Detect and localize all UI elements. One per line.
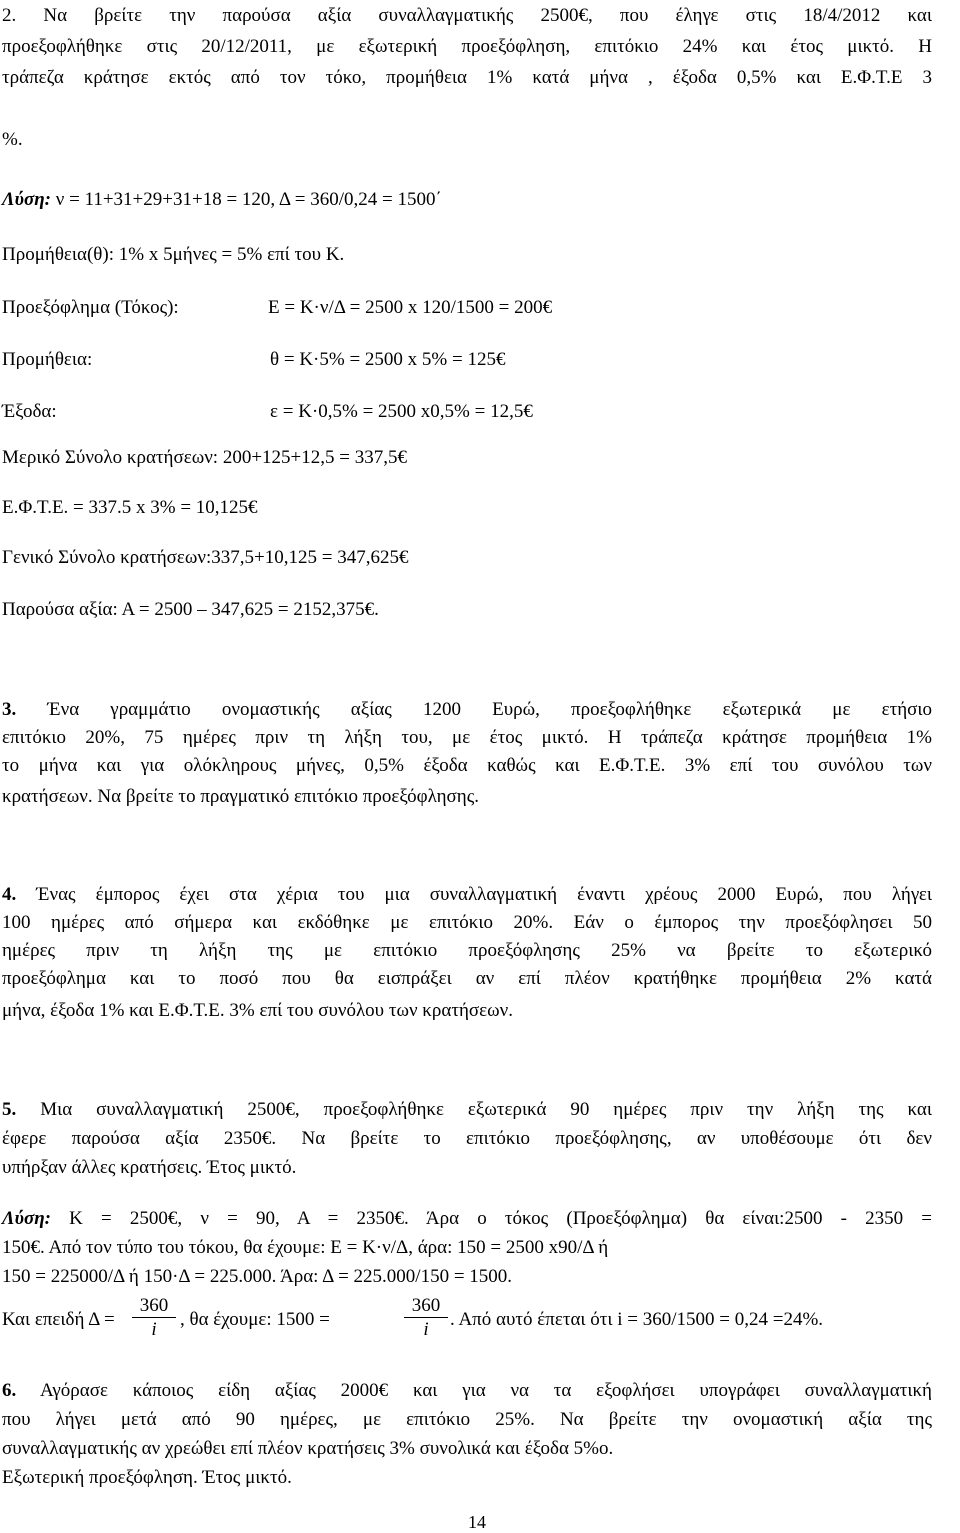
problem-3-statement bbox=[2, 700, 932, 776]
problem-3-line-2: επιτόκιο 20%, 75 ημέρες πριν τη λήξη του, με έτος μικτό. Η τράπεζα κράτησε προμήθεια 1% bbox=[2, 727, 932, 748]
problem-5-line-2: έφερε παρούσα αξία 2350€. Να βρείτε το επιτόκιο προεξόφλησης, αν υποθέσουμε ότι δεν bbox=[2, 1128, 932, 1149]
problem-5-solution-line-3: 150 = 225000/Δ ή 150·Δ = 225.000. Άρα: Δ = 225.000/150 = 1500. bbox=[2, 1266, 513, 1287]
problem-6-statement bbox=[2, 1381, 932, 1430]
calc-row-formula: ε = Κ·0,5% = 2500 x0,5% = 12,5€ bbox=[270, 401, 533, 422]
partial-total: Μερικό Σύνολο κρατήσεων: 200+125+12,5 = 337,5€ bbox=[2, 447, 407, 468]
problem-4-text: Ένας έμπορος έχει στα χέρια του μια συναλλαγματική έναντι χρέους 2000 Ευρώ, που λήγει bbox=[16, 884, 932, 905]
problem-6-line-3: συναλλαγματικής αν χρεώθει επί πλέον κρατήσεις 3% συνολικά και έξοδα 5%ο. bbox=[2, 1438, 614, 1459]
fraction-360-over-i bbox=[132, 1296, 176, 1339]
page-number: 14 bbox=[468, 1512, 486, 1532]
problem-4-statement bbox=[2, 885, 932, 989]
solution-label: Λύση: bbox=[2, 189, 51, 210]
fraction-bar bbox=[132, 1317, 176, 1318]
problem-5-line-3: υπήρξαν άλλες κρατήσεις. Έτος μικτό. bbox=[2, 1157, 297, 1178]
solution-text: ν = 11+31+29+31+18 = 120, Δ = 360/0,24 = 1500΄ bbox=[50, 189, 442, 210]
problem-5-solution-line-2: 150€. Από τον τύπο του τόκου, θα έχουμε: Ε = Κ·ν/Δ, άρα: 150 = 2500 x90/Δ ή bbox=[2, 1237, 609, 1258]
calc-row-label: Προμήθεια: bbox=[2, 349, 93, 370]
problem-6-text: Αγόρασε κάποιος είδη αξίας 2000€ και για να τα εξοφλήσει υπογράφει συναλλαγματική bbox=[16, 1380, 932, 1401]
solution-label: Λύση: bbox=[2, 1208, 51, 1229]
problem-5-text: Μια συναλλαγματική 2500€, προεξοφλήθηκε εξωτερικά 90 ημέρες πριν την λήξη της και bbox=[16, 1099, 932, 1120]
commission-line: Προμήθεια(θ): 1% x 5μήνες = 5% επί του Κ. bbox=[2, 244, 345, 265]
problem-2-solution bbox=[2, 190, 442, 209]
problem-4-line-5: μήνα, έξοδα 1% και Ε.Φ.Τ.Ε. 3% επί του συνόλου των κρατήσεων. bbox=[2, 1000, 513, 1021]
fraction-middle: , θα έχουμε: 1500 = bbox=[180, 1309, 330, 1330]
problem-4-line-1 bbox=[2, 885, 932, 905]
problem-6-line-2: που λήγει μετά από 90 ημέρες, με επιτόκιο 25%. Να βρείτε την ονομαστική αξία της bbox=[2, 1409, 932, 1430]
fraction-bar bbox=[404, 1317, 448, 1318]
problem-2-statement bbox=[2, 6, 932, 88]
calc-row-formula: Ε = Κ·ν/Δ = 2500 x 120/1500 = 200€ bbox=[268, 297, 553, 318]
fraction-suffix: . Από αυτό έπεται ότι i = 360/1500 = 0,24 =24%. bbox=[450, 1309, 824, 1330]
problem-6-number: 6. bbox=[2, 1380, 17, 1401]
problem-2-line-2: προεξοφλήθηκε στις 20/12/2011, με εξωτερική προεξόφληση, επιτόκιο 24% και έτος μικτό. Η bbox=[2, 36, 932, 57]
grand-total: Γενικό Σύνολο κρατήσεων:337,5+10,125 = 347,625€ bbox=[2, 547, 409, 568]
problem-5-number: 5. bbox=[2, 1099, 17, 1120]
problem-3-line-3: το μήνα και για ολόκληρους μήνες, 0,5% έξοδα καθώς και Ε.Φ.Τ.Ε. 3% επί του συνόλου των bbox=[2, 755, 932, 776]
problem-5-line-1 bbox=[2, 1100, 932, 1120]
problem-2-line-1: 2. Να βρείτε την παρούσα αξία συναλλαγματικής 2500€, που έληγε στις 18/4/2012 και bbox=[2, 5, 932, 26]
problem-2-line-3: τράπεζα κράτησε εκτός από τον τόκο, προμήθεια 1% κατά μήνα , έξοδα 0,5% και Ε.Φ.Τ.Ε 3 bbox=[2, 67, 932, 88]
problem-3-number: 3. bbox=[2, 699, 17, 720]
problem-6-line-4: Εξωτερική προεξόφληση. Έτος μικτό. bbox=[2, 1467, 292, 1488]
problem-3-line-1 bbox=[2, 700, 932, 720]
calc-row-label: Προεξόφλημα (Τόκος): bbox=[2, 297, 179, 318]
calc-row-formula: θ = Κ·5% = 2500 x 5% = 125€ bbox=[270, 349, 506, 370]
calc-row-label: Έξοδα: bbox=[2, 401, 57, 422]
eft-line: Ε.Φ.Τ.Ε. = 337.5 x 3% = 10,125€ bbox=[2, 497, 258, 518]
fraction-denominator: i bbox=[423, 1319, 429, 1340]
fraction-prefix: Και επειδή Δ = bbox=[2, 1309, 115, 1330]
solution-text: Κ = 2500€, ν = 90, Α = 2350€. Άρα ο τόκος (Προεξόφλημα) θα είναι:2500 - 2350 = bbox=[50, 1208, 932, 1229]
problem-3-text: Ένα γραμμάτιο ονομαστικής αξίας 1200 Ευρώ, προεξοφλήθηκε εξωτερικά με ετήσιο bbox=[16, 699, 932, 720]
present-value: Παρούσα αξία: Α = 2500 – 347,625 = 2152,375€. bbox=[2, 599, 379, 620]
problem-2-line-4: %. bbox=[2, 129, 23, 150]
fraction-numerator: 360 bbox=[411, 1295, 441, 1316]
problem-4-line-4: προεξόφλημα και το ποσό που θα εισπράξει αν επί πλέον κρατήθηκε προμήθεια 2% κατά bbox=[2, 968, 932, 989]
problem-3-line-4: κρατήσεων. Να βρείτε το πραγματικό επιτόκιο προεξόφλησης. bbox=[2, 786, 480, 807]
problem-5-solution-line-1 bbox=[2, 1209, 932, 1229]
problem-4-line-2: 100 ημέρες από σήμερα και εκδόθηκε με επιτόκιο 20%. Εάν ο έμπορος την προεξόφλησει 50 bbox=[2, 912, 932, 933]
fraction-numerator: 360 bbox=[139, 1295, 169, 1316]
fraction-360-over-i-2 bbox=[404, 1296, 448, 1339]
fraction-denominator: i bbox=[151, 1319, 157, 1340]
problem-6-line-1 bbox=[2, 1381, 932, 1401]
problem-5-statement bbox=[2, 1100, 932, 1149]
problem-4-number: 4. bbox=[2, 884, 17, 905]
problem-4-line-3: ημέρες πριν τη λήξη της με επιτόκιο προεξόφλησης 25% να βρείτε το εξωτερικό bbox=[2, 940, 932, 961]
problem-5-solution bbox=[2, 1209, 932, 1229]
